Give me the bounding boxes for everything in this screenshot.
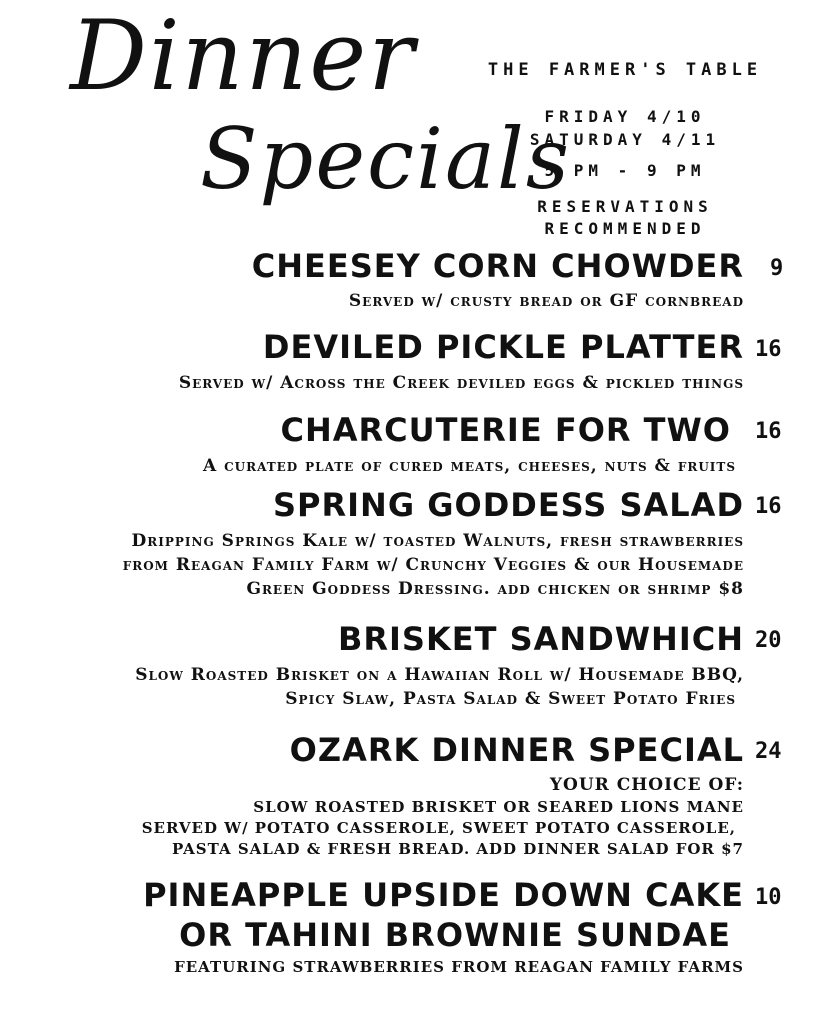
date-saturday: SATURDAY 4/11 [529,130,721,149]
item-desc-brisket-sandwich-line1: Slow Roasted Brisket on a Hawaiian Roll w/ Housemade BBQ, [135,665,744,685]
item-desc-goddess-salad-line3: Green Goddess Dressing. add chicken or shrimp $8 [246,579,744,599]
item-desc-ozark-special-line3: SERVED W/ POTATO CASSEROLE, SWEET POTATO CASSEROLE, [141,819,736,837]
item-price-dessert: 10 [755,885,782,910]
item-desc-charcuterie: A curated plate of cured meats, cheeses, nuts & fruits [202,456,736,476]
title-dinner: Dinner [70,0,417,112]
item-desc-ozark-special-line4: PASTA SALAD & FRESH BREAD. ADD DINNER SALAD FOR $7 [171,840,744,858]
date-friday: FRIDAY 4/10 [544,107,706,126]
item-desc-chowder: Served w/ crusty bread or GF cornbread [348,291,744,311]
item-name-dessert-line1: PINEAPPLE UPSIDE DOWN CAKE [143,876,744,914]
item-desc-brisket-sandwich-line2: Spicy Slaw, Pasta Salad & Sweet Potato Fries [285,689,736,709]
item-name-goddess-salad: SPRING GODDESS SALAD [272,486,744,524]
service-hours: 5 PM - 9 PM [544,161,706,180]
title-specials: Specials [200,110,571,208]
item-desc-goddess-salad-line1: Dripping Springs Kale w/ toasted Walnuts, fresh strawberries [131,531,744,551]
item-price-chowder: 9 [770,256,784,281]
item-price-charcuterie: 16 [755,419,782,444]
item-price-brisket-sandwich: 20 [755,628,782,653]
item-name-charcuterie: CHARCUTERIE FOR TWO [280,411,731,449]
item-desc-pickle-platter: Served w/ Across the Creek deviled eggs & pickled things [178,373,744,393]
item-desc-ozark-special-line2: SLOW ROASTED BRISKET OR SEARED LIONS MANE [253,798,744,816]
reservations-line1: RESERVATIONS [537,197,713,216]
reservations-line2: RECOMMENDED [544,219,706,238]
item-price-pickle-platter: 16 [755,337,782,362]
restaurant-name: THE FARMER'S TABLE [487,60,763,80]
item-price-ozark-special: 24 [755,739,782,764]
item-price-goddess-salad: 16 [755,494,782,519]
item-name-ozark-special: OZARK DINNER SPECIAL [289,731,744,769]
item-name-brisket-sandwich: BRISKET SANDWHICH [337,620,744,658]
item-desc-goddess-salad-line2: from Reagan Family Farm w/ Crunchy Veggies & our Housemade [122,555,744,575]
item-name-pickle-platter: DEVILED PICKLE PLATTER [262,328,744,366]
item-desc-ozark-special-line1: YOUR CHOICE OF: [549,775,744,795]
item-name-chowder: CHEESEY CORN CHOWDER [251,247,744,285]
item-name-dessert-line2: OR TAHINI BROWNIE SUNDAE [179,916,731,954]
item-desc-dessert: FEATURING STRAWBERRIES FROM REAGAN FAMILY FARMS [174,958,744,976]
